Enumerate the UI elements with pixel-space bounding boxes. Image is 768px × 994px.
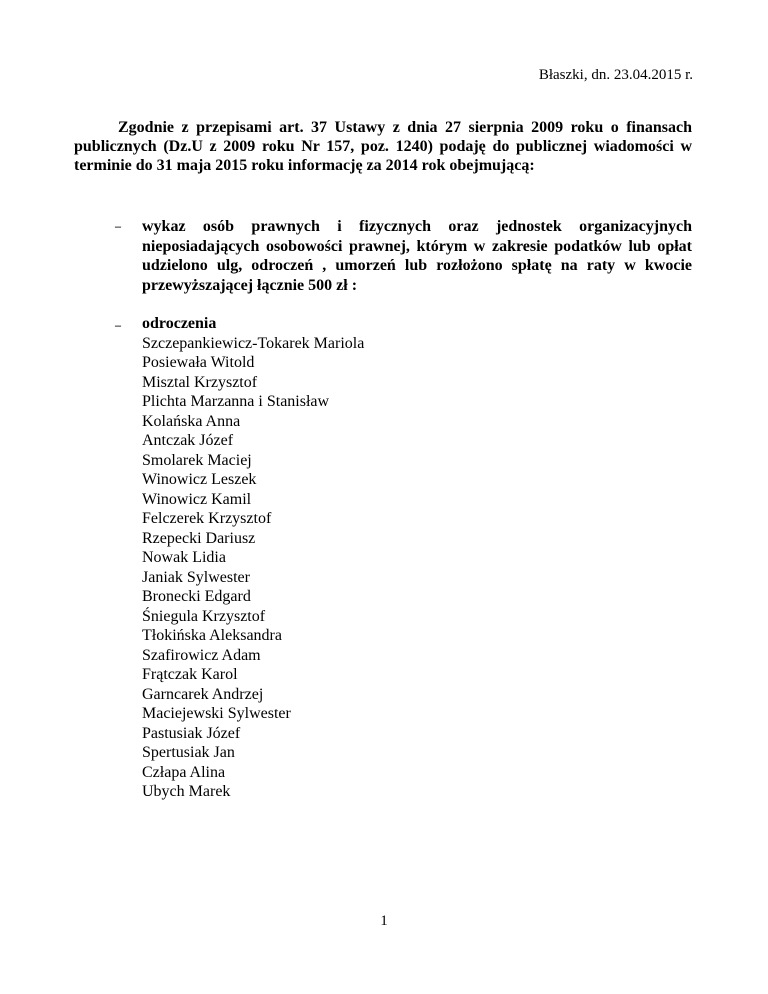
list-item: Felczerek Krzysztof [142,510,272,527]
list-item: Smolarek Maciej [142,451,252,469]
section-heading: odroczenia [142,315,217,332]
names-list [142,334,692,802]
list-item-description: wykaz osób prawnych i fizycznych oraz jednostek organizacyjnych nieposiadających osobowości prawnej, którym w zakresie podatków lub opłat udzielono ulg, odroczeń , umorzeń lub rozłożono spłatę na raty w kwocie przewyższającej łącznie 500 zł : [142,218,692,294]
intro-paragraph: Zgodnie z przepisami art. 37 Ustawy z dnia 27 sierpnia 2009 roku o finansach publicznych (Dz.U z 2009 roku Nr 157, poz. 1240) podaję do publicznej wiadomości w terminie do 31 maja 2015 roku informację za 2014 rok obejmującą: [74,119,692,174]
list-item: Winowicz Kamil [142,490,252,508]
date-line: Błaszki, dn. 23.04.2015 r. [538,67,693,83]
bullet-marker: – [115,219,121,233]
list-item: Plichta Marzanna i Stanisław [142,393,330,410]
list-item: Kolańska Anna [142,412,241,430]
list-item: Szczepankiewicz-Tokarek Mariola [142,334,365,352]
list-item: Rzepecki Dariusz [142,529,256,547]
list-item: Misztal Krzysztof [142,373,258,391]
list-item: Nowak Lidia [142,549,226,566]
list-item: Bronecki Edgard [142,588,251,605]
list-item: Janiak Sylwester [142,568,250,586]
list-item-deferrals [142,314,692,802]
bullet-marker: – [115,318,121,332]
list-item: Winowicz Leszek [142,471,257,488]
list-item: Frątczak Karol [142,666,238,683]
list-item: Człapa Alina [142,763,226,781]
page-number: 1 [380,913,388,929]
list-item: Spertusiak Jan [142,744,235,761]
list-item: Szafirowicz Adam [142,646,261,664]
list-item: Śniegula Krzysztof [142,607,266,625]
list-item: Tłokińska Aleksandra [142,627,282,644]
list-item: Antczak Józef [142,432,234,449]
list-item: Ubych Marek [142,783,231,800]
list-item: Maciejewski Sylwester [142,705,291,722]
list-item: Pastusiak Józef [142,724,241,742]
list-item: Posiewała Witold [142,354,255,371]
list-item: Garncarek Andrzej [142,685,264,703]
